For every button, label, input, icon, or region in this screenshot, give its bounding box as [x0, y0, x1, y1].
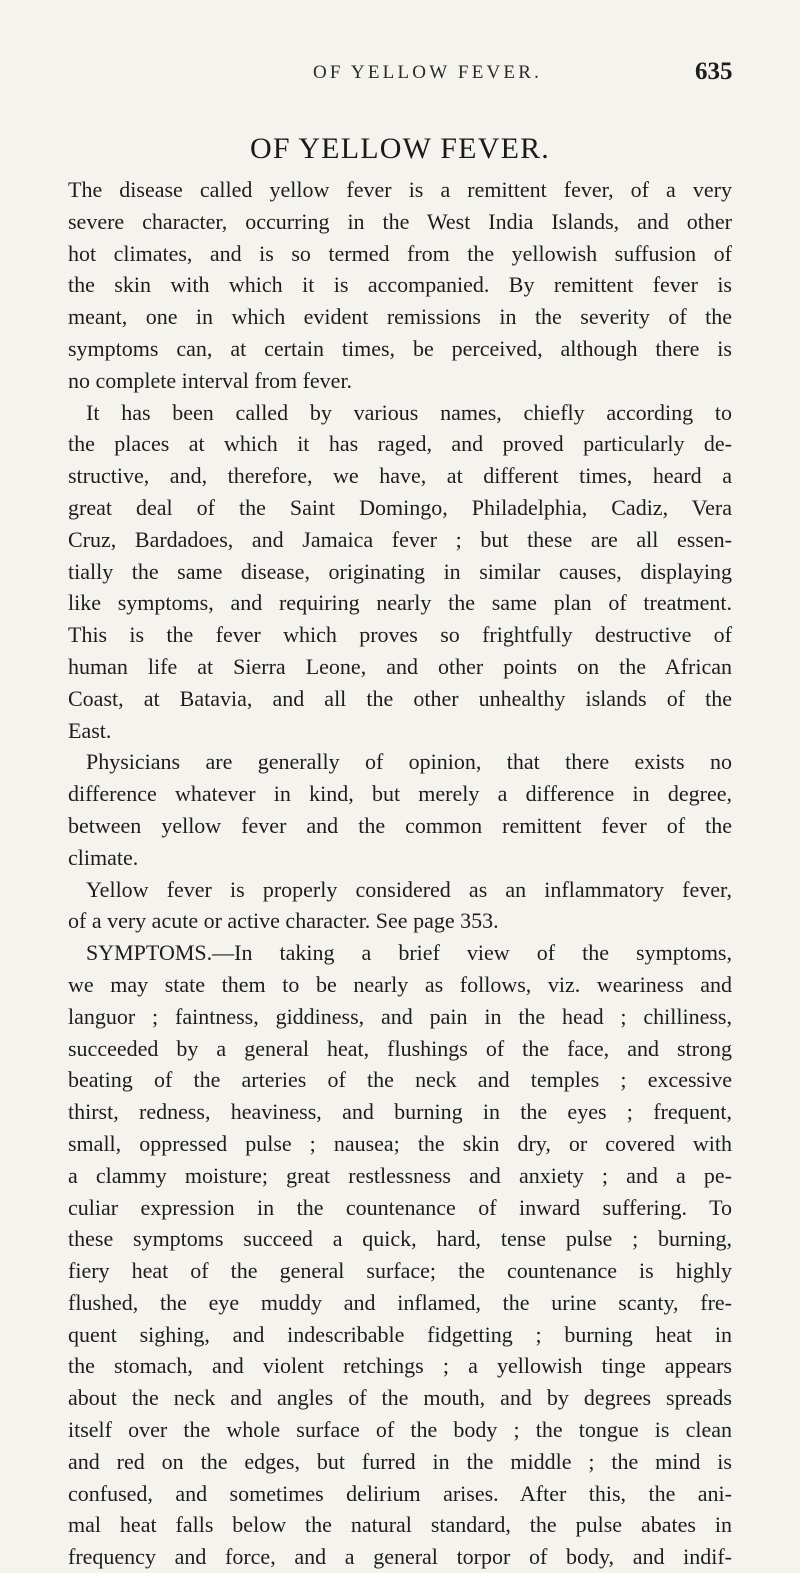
text-line: fiery heat of the general surface; the countenance is highly [68, 1258, 732, 1284]
text-line: great deal of the Saint Domingo, Philadelphia, Cadiz, Vera [68, 494, 732, 520]
text-line: severe character, occurring in the West India Islands, and other [68, 208, 732, 234]
text-line: meant, one in which evident remissions in the severity of the [68, 304, 732, 330]
text-line: This is the fever which proves so frightfully destructive of [68, 622, 732, 648]
text-line: culiar expression in the countenance of inward suffering. To [68, 1194, 732, 1220]
body-text [68, 174, 732, 1573]
text-line: Cruz, Bardadoes, and Jamaica fever ; but these are all essen- [68, 526, 732, 552]
text-line: like symptoms, and requiring nearly the same plan of treatment. [68, 590, 732, 616]
text-line: East. [68, 717, 112, 743]
running-head [0, 58, 800, 88]
text-line: climate. [68, 844, 139, 870]
text-line: structive, and, therefore, we have, at different times, heard a [68, 463, 732, 489]
text-line: tially the same disease, originating in similar causes, displaying [68, 558, 732, 584]
text-line: small, oppressed pulse ; nausea; the skin dry, or covered with [68, 1130, 732, 1156]
text-line: no complete interval from fever. [68, 367, 353, 393]
text-line: Physicians are generally of opinion, that there exists no [86, 749, 732, 775]
text-line: SYMPTOMS.—In taking a brief view of the symptoms, [86, 940, 732, 966]
running-title: OF YELLOW FEVER. [313, 62, 543, 83]
text-line: quent sighing, and indescribable fidgetting ; burning heat in [68, 1321, 732, 1347]
text-line: beating of the arteries of the neck and temples ; excessive [68, 1067, 732, 1093]
text-line: we may state them to be nearly as follows, viz. weariness and [68, 971, 732, 997]
text-line: hot climates, and is so termed from the yellowish suffusion of [68, 240, 732, 266]
page-number: 635 [695, 58, 733, 85]
chapter-title: OF YELLOW FEVER. [249, 132, 551, 165]
text-line: mal heat falls below the natural standard, the pulse abates in [68, 1512, 732, 1538]
text-line: of a very acute or active character. See page 353. [68, 908, 499, 934]
text-line: thirst, redness, heaviness, and burning in the eyes ; frequent, [68, 1099, 732, 1125]
text-line: Coast, at Batavia, and all the other unhealthy islands of the [68, 685, 732, 711]
text-line: symptoms can, at certain times, be perceived, although there is [68, 335, 732, 361]
text-line: these symptoms succeed a quick, hard, tense pulse ; burning, [68, 1226, 732, 1252]
text-line: itself over the whole surface of the body ; the tongue is clean [68, 1417, 732, 1443]
text-line: and red on the edges, but furred in the middle ; the mind is [68, 1448, 732, 1474]
text-line: human life at Sierra Leone, and other points on the African [68, 653, 732, 679]
text-line: difference whatever in kind, but merely a difference in degree, [68, 781, 732, 807]
text-line: between yellow fever and the common remittent fever of the [68, 812, 732, 838]
text-line: a clammy moisture; great restlessness and anxiety ; and a pe- [68, 1162, 732, 1188]
text-line: It has been called by various names, chiefly according to [86, 399, 732, 425]
text-line: Yellow fever is properly considered as an inflammatory fever, [86, 876, 732, 902]
text-line: The disease called yellow fever is a remittent fever, of a very [68, 177, 732, 202]
text-line: the stomach, and violent retchings ; a yellowish tinge appears [68, 1353, 732, 1379]
text-line: languor ; faintness, giddiness, and pain in the head ; chilliness, [68, 1003, 732, 1029]
text-line: about the neck and angles of the mouth, and by degrees spreads [68, 1385, 732, 1411]
text-line: succeeded by a general heat, flushings of the face, and strong [68, 1035, 732, 1061]
text-line: the places at which it has raged, and proved particularly de- [68, 431, 732, 457]
text-line: flushed, the eye muddy and inflamed, the urine scanty, fre- [68, 1289, 732, 1315]
text-line: confused, and sometimes delirium arises. After this, the ani- [68, 1480, 732, 1506]
text-line: frequency and force, and a general torpor of body, and indif- [68, 1544, 732, 1570]
text-line: the skin with which it is accompanied. By remittent fever is [68, 272, 732, 298]
